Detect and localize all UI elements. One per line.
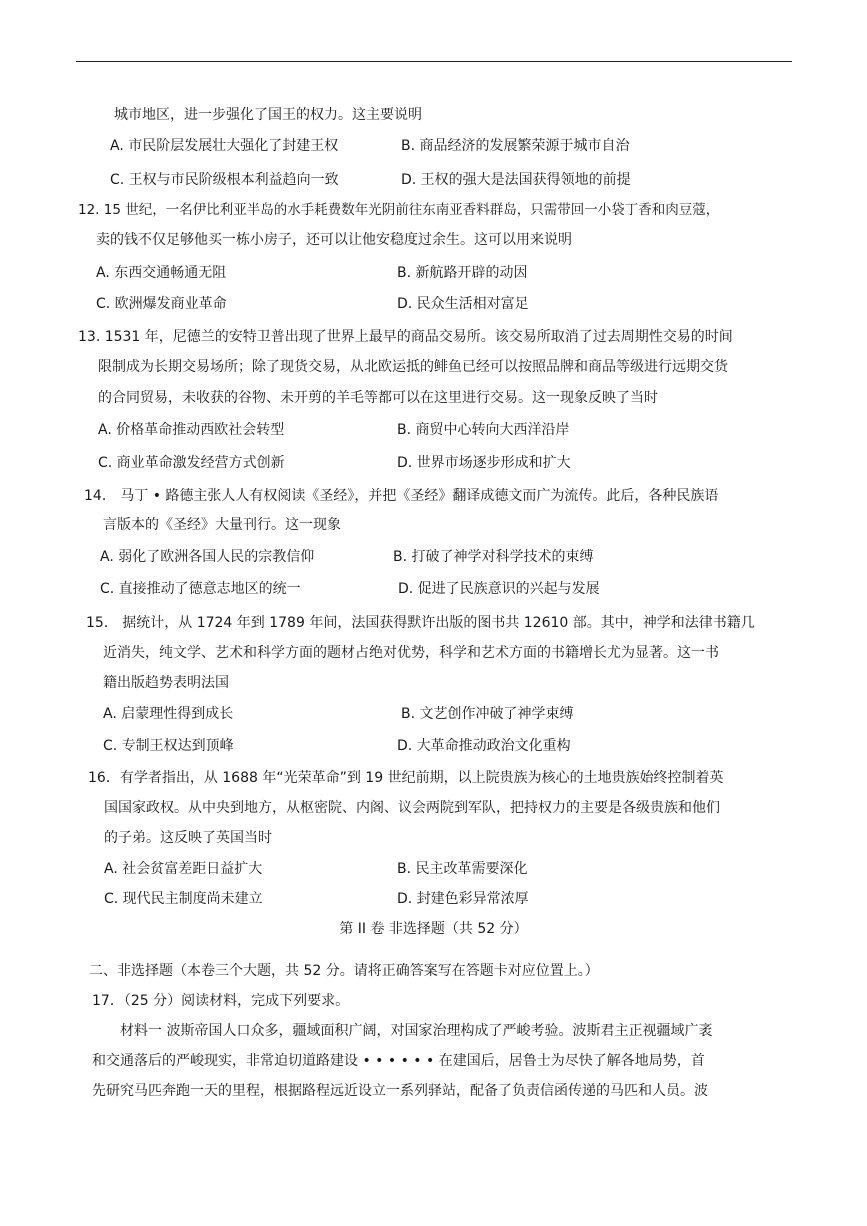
q16-stem-line-2: 国国家政权。从中央到地方，从枢密院、内阁、议会两院到军队，把持权力的主要是各级贵族和他们 — [104, 800, 720, 816]
q13-option-c: C. 商业革命激发经营方式创新 — [98, 455, 285, 471]
q16-stem-line-1: 16．有学者指出，从 1688 年“光荣革命”到 19 世纪前期，以上院贵族为核心的土地贵族始终控制着英 — [88, 770, 724, 786]
q12-option-c: C. 欧洲爆发商业革命 — [96, 296, 227, 312]
q15-option-a: A. 启蒙理性得到成长 — [103, 706, 234, 722]
q14-stem-line-1: 14． 马丁 • 路德主张人人有权阅读《圣经》，并把《圣经》翻译成德文而广为流传。此后，各种民族语 — [84, 488, 719, 504]
q13-stem-line-2: 限制成为长期交易场所；除了现货交易，从北欧运抵的鲱鱼已经可以按照品牌和商品等级进行远期交货 — [98, 359, 728, 375]
q15-option-d: D. 大革命推动政治文化重构 — [397, 738, 571, 754]
q17-material-line-1: 材料一 波斯帝国人口众多，疆域面积广阔，对国家治理构成了严峻考验。波斯君主正视疆域广袤 — [120, 1023, 713, 1039]
q14-option-b: B. 打破了神学对科学技术的束缚 — [393, 549, 594, 565]
q11-option-c: C. 王权与市民阶级根本利益趋向一致 — [110, 172, 339, 188]
q12-option-a: A. 东西交通畅通无阻 — [96, 265, 227, 281]
q13-stem-line-1: 13. 1531 年，尼德兰的安特卫普出现了世界上最早的商品交易所。该交易所取消了过去周期性交易的时间 — [78, 329, 733, 345]
q16-option-c: C. 现代民主制度尚未建立 — [104, 891, 263, 907]
q15-option-c: C. 专制王权达到顶峰 — [103, 738, 234, 754]
section-instruction: 二、非选择题（本卷三个大题，共 52 分。请将正确答案写在答题卡对应位置上。） — [89, 963, 599, 979]
q12-stem-line-1: 12. 15 世纪，一名伊比利亚半岛的水手耗费数年光阴前往东南亚香料群岛，只需带回一小袋丁香和肉豆蔻， — [78, 202, 720, 218]
q11-option-b: B. 商品经济的发展繁荣源于城市自治 — [401, 138, 630, 154]
q17-material-line-3: 先研究马匹奔跑一天的里程，根据路程远近设立一系列驿站，配备了负责信函传递的马匹和人员。波 — [92, 1083, 708, 1099]
q14-option-d: D. 促进了民族意识的兴起与发展 — [398, 581, 600, 597]
q12-stem-line-2: 卖的钱不仅足够他买一栋小房子，还可以让他安稳度过余生。这可以用来说明 — [96, 232, 572, 248]
q16-stem-line-3: 的子弟。这反映了英国当时 — [104, 830, 272, 846]
q15-stem-line-1: 15． 据统计，从 1724 年到 1789 年间，法国获得默许出版的图书共 12610 部。其中，神学和法律书籍几 — [86, 615, 755, 631]
q16-option-a: A. 社会贫富差距日益扩大 — [104, 861, 263, 877]
q14-option-a: A. 弱化了欧洲各国人民的宗教信仰 — [100, 549, 315, 565]
q17-material-line-2: 和交通落后的严峻现实，非常迫切道路建设 • • • • • • 在建国后，居鲁士为尽快了解各地局势，首 — [92, 1053, 705, 1069]
q16-option-d: D. 封建色彩异常浓厚 — [397, 891, 529, 907]
q12-option-b: B. 新航路开辟的动因 — [397, 265, 528, 281]
q13-option-b: B. 商贸中心转向大西洋沿岸 — [397, 422, 570, 438]
q14-option-c: C. 直接推动了德意志地区的统一 — [100, 581, 301, 597]
q11-stem-tail: 城市地区，进一步强化了国王的权力。这主要说明 — [114, 107, 422, 123]
q11-option-a: A. 市民阶层发展壮大强化了封建王权 — [110, 138, 339, 154]
q13-option-a: A. 价格革命推动西欧社会转型 — [98, 422, 285, 438]
q12-option-d: D. 民众生活相对富足 — [397, 296, 529, 312]
q15-stem-line-3: 籍出版趋势表明法国 — [103, 675, 229, 691]
q13-stem-line-3: 的合同贸易，未收获的谷物、未开剪的羊毛等都可以在这里进行交易。这一现象反映了当时 — [98, 390, 658, 406]
header-rule — [76, 61, 792, 62]
q16-option-b: B. 民主改革需要深化 — [397, 861, 528, 877]
q15-stem-line-2: 近消失，纯文学、艺术和科学方面的题材占绝对优势，科学和艺术方面的书籍增长尤为显著。这一书 — [103, 645, 719, 661]
section-heading: 第 II 卷 非选择题（共 52 分） — [339, 921, 528, 937]
q13-option-d: D. 世界市场逐步形成和扩大 — [397, 455, 571, 471]
q15-option-b: B. 文艺创作冲破了神学束缚 — [401, 706, 574, 722]
q17-stem: 17．（25 分）阅读材料，完成下列要求。 — [92, 993, 350, 1009]
q14-stem-line-2: 言版本的《圣经》大量刊行。这一现象 — [103, 517, 341, 533]
q11-option-d: D. 王权的强大是法国获得领地的前提 — [401, 172, 631, 188]
